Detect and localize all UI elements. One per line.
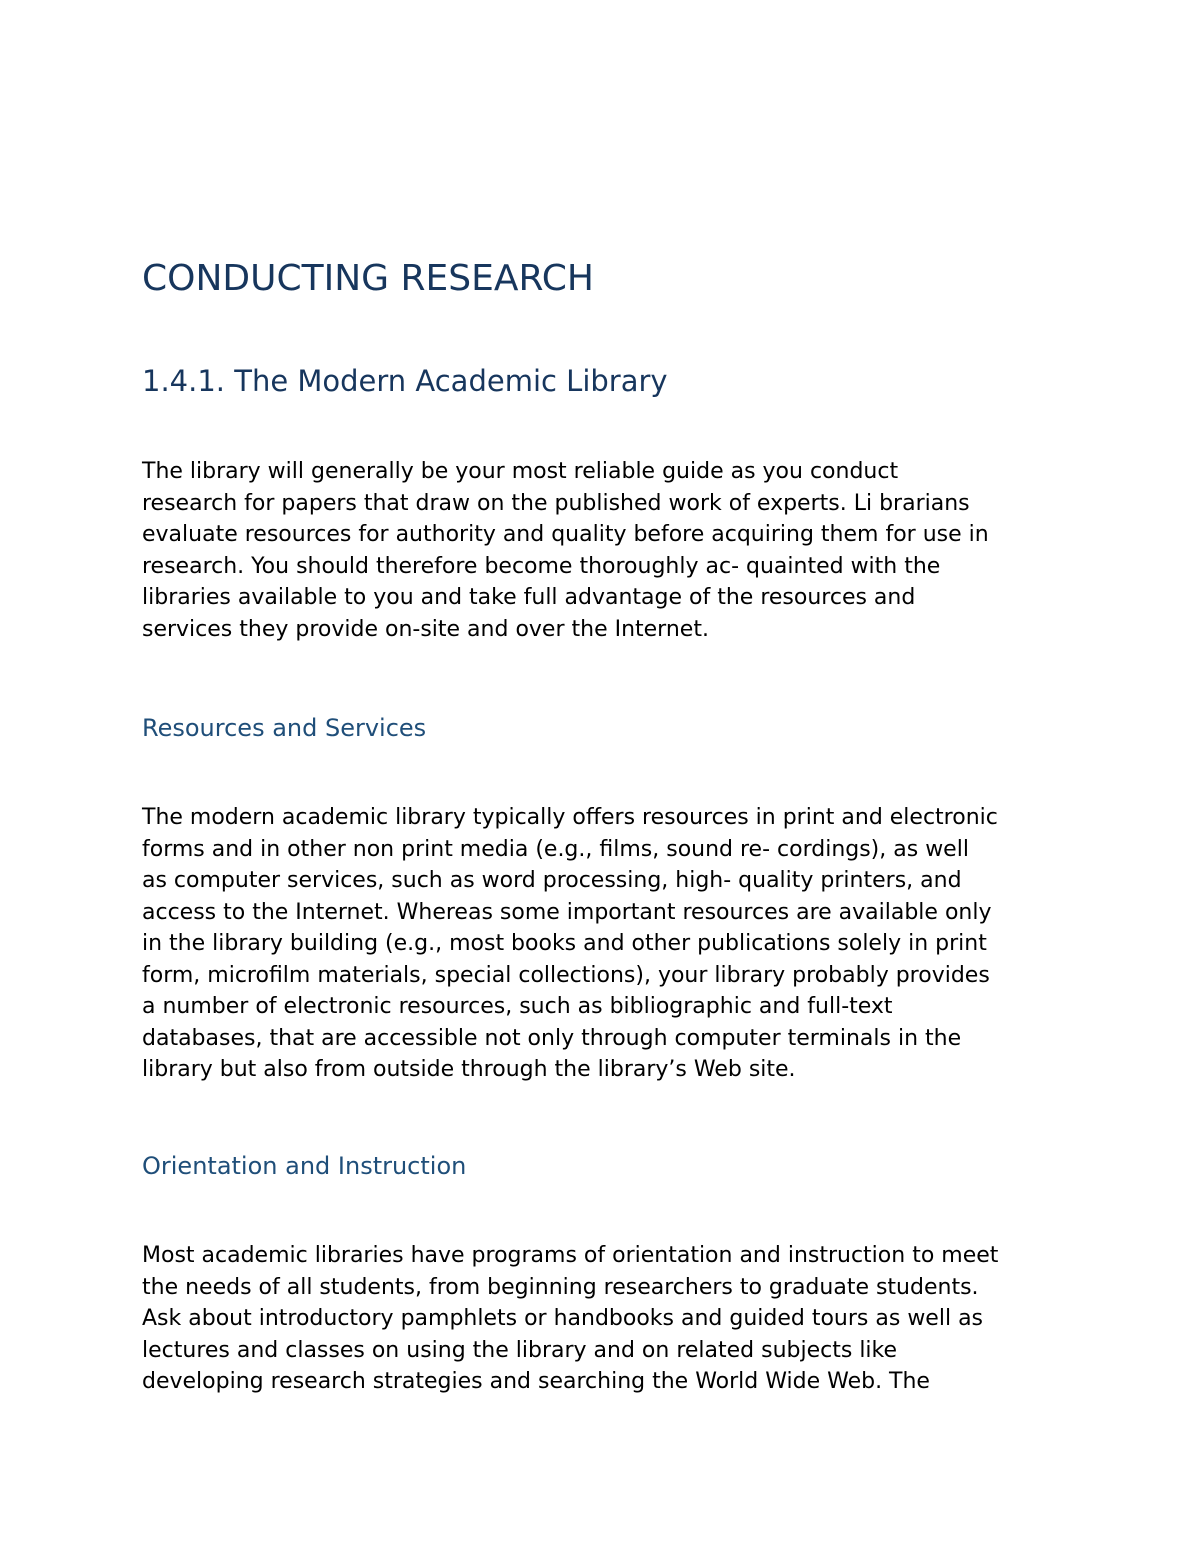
paragraph-line: libraries available to you and take full advantage of the resources and [142,585,916,610]
paragraph-line: access to the Internet. Whereas some important resources are available only [142,899,992,925]
page-title: CONDUCTING RESEARCH [142,258,594,299]
paragraph-line: developing research strategies and searching the World Wide Web. The [142,1369,930,1394]
paragraph-line: evaluate resources for authority and quality before acquiring them for use in [142,522,989,547]
subheading-resources-and-services: Resources and Services [142,714,427,742]
section-heading: 1.4.1. The Modern Academic Library [142,364,668,398]
paragraph-line: forms and in other non print media (e.g., films, sound re- cordings), as well [142,836,969,862]
paragraph-line: a number of electronic resources, such as bibliographic and full-text [142,994,893,1019]
paragraph-line: as computer services, such as word processing, high- quality printers, and [142,868,962,893]
paragraph-line: The library will generally be your most reliable guide as you conduct [142,459,899,484]
paragraph-line: Ask about introductory pamphlets or handbooks and guided tours as well as [142,1306,984,1331]
paragraph-line: form, microfilm materials, special collections), your library probably provides [142,962,990,988]
paragraph-line: the needs of all students, from beginning researchers to graduate students. [142,1274,979,1300]
paragraph-line: lectures and classes on using the library and on related subjects like [142,1337,898,1363]
intro-paragraph [142,456,1082,645]
paragraph-line: research. You should therefore become thoroughly ac- quainted with the [142,553,941,579]
paragraph-line: Most academic libraries have programs of orientation and instruction to meet [142,1243,999,1268]
resources-paragraph [142,802,1082,1086]
paragraph-line: library but also from outside through the library’s Web site. [142,1057,796,1082]
paragraph-line: research for papers that draw on the published work of experts. Li brarians [142,490,970,516]
paragraph-line: The modern academic library typically offers resources in print and electronic [142,805,998,830]
paragraph-line: databases, that are accessible not only through computer terminals in the [142,1025,962,1051]
paragraph-line: in the library building (e.g., most books and other publications solely in print [142,931,987,956]
paragraph-line: services they provide on-site and over the Internet. [142,616,709,642]
orientation-paragraph [142,1240,1082,1398]
subheading-orientation-and-instruction: Orientation and Instruction [142,1152,467,1180]
